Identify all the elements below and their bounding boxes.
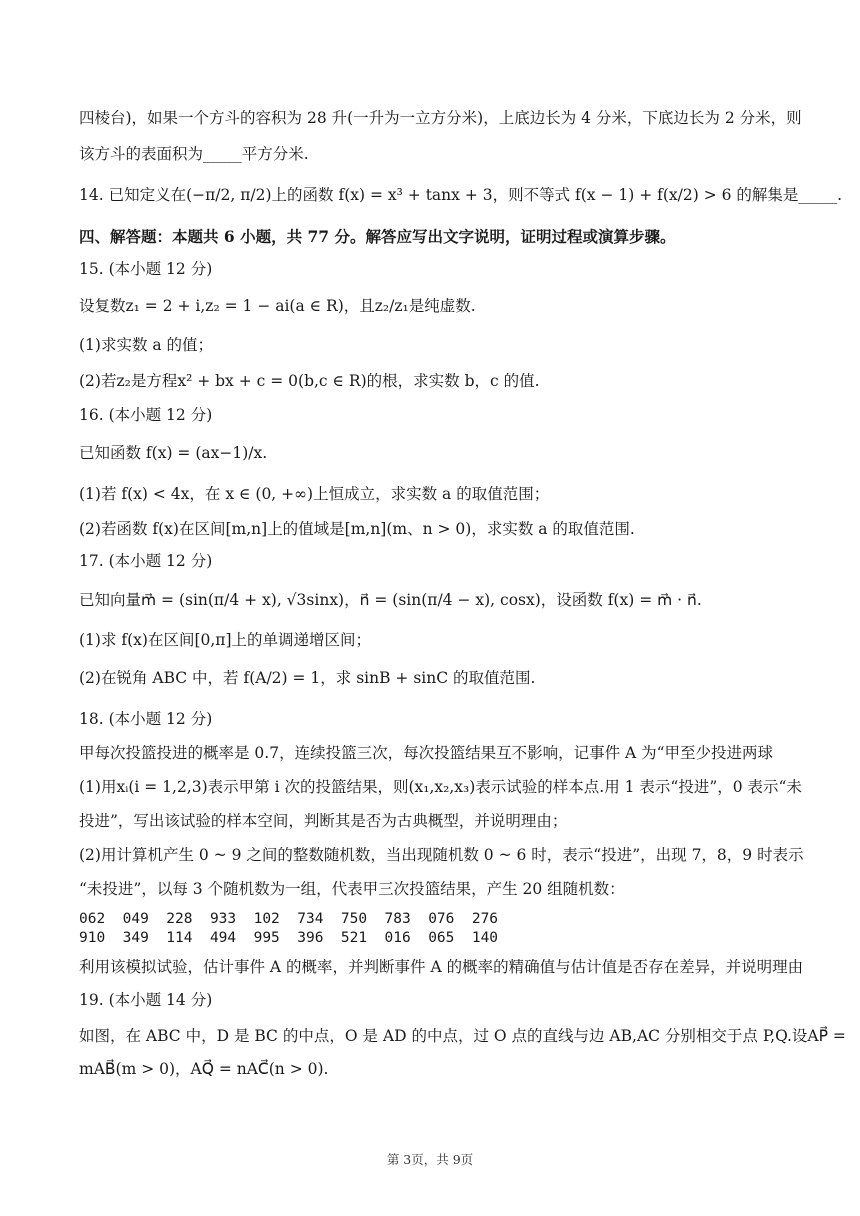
question-16-heading: 16. (本小题 12 分) [79, 406, 213, 424]
text-line: (1)若 f(x) < 4x，在 x ∈ (0, +∞)上恒成立，求实数 a 的取值范围； [79, 485, 550, 503]
text-line: 利用该模拟试验，估计事件 A 的概率，并判断事件 A 的概率的精确值与估计值是否存在差异，并说明理由 [79, 958, 804, 976]
text-line: 四棱台)，如果一个方斗的容积为 28 升(一升为一立方分米)，上底边长为 4 分米，下底边长为 2 分米，则 [79, 109, 802, 127]
text-line: (1)用xᵢ(i = 1,2,3)表示甲第 i 次的投篮结果，则(x₁,x₂,x₃)表示试验的样本点.用 1 表示“投进”，0 表示“未 [79, 778, 802, 796]
question-15-heading: 15. (本小题 12 分) [79, 260, 213, 278]
text-line: 如图，在 ABC 中，D 是 BC 的中点，O 是 AD 的中点，过 O 点的直线与边 AB,AC 分别相交于点 P,Q.设AP⃗ = [79, 1027, 846, 1045]
question-19-heading: 19. (本小题 14 分) [79, 991, 213, 1009]
text-line: 该方斗的表面积为_____平方分米. [79, 145, 309, 163]
text-line: 已知函数 f(x) = (ax−1)/x. [79, 444, 268, 462]
question-18-heading: 18. (本小题 12 分) [79, 710, 213, 728]
text-line: (2)若函数 f(x)在区间[m,n]上的值域是[m,n](m、n > 0)，求实数 a 的取值范围. [79, 520, 635, 538]
text-line: 投进”，写出该试验的样本空间，判断其是否为古典概型，并说明理由； [79, 812, 568, 830]
section-heading: 四、解答题：本题共 6 小题，共 77 分。解答应写出文字说明，证明过程或演算步骤。 [79, 227, 676, 246]
text-line: mAB⃗(m > 0)，AQ⃗ = nAC⃗(n > 0). [79, 1060, 329, 1078]
text-line: 已知向量m⃗ = (sin(π/4 + x), √3sinx)，n⃗ = (sin(π/4 − x), cosx)，设函数 f(x) = m⃗ · n⃗. [79, 591, 702, 609]
text-line: (1)求实数 a 的值； [79, 336, 214, 354]
question-17-heading: 17. (本小题 12 分) [79, 552, 213, 570]
random-numbers-row-2: 910 349 114 494 995 396 521 016 065 140 [79, 930, 499, 946]
text-line: (2)若z₂是方程x² + bx + c = 0(b,c ∈ R)的根，求实数 b，c 的值. [79, 372, 540, 390]
text-line: (2)用计算机产生 0 ~ 9 之间的整数随机数，当出现随机数 0 ~ 6 时，表示“投进”，出现 7，8，9 时表示 [79, 846, 804, 864]
random-numbers-row-1: 062 049 228 933 102 734 750 783 076 276 [79, 911, 499, 927]
text-line: 甲每次投篮投进的概率是 0.7，连续投篮三次，每次投篮结果互不影响，记事件 A 为“甲至少投进两球 [79, 744, 774, 762]
text-line: “未投进”，以每 3 个随机数为一组，代表甲三次投篮结果，产生 20 组随机数： [79, 880, 625, 898]
text-line: (2)在锐角 ABC 中，若 f(A/2) = 1，求 sinB + sinC 的取值范围. [79, 669, 536, 687]
text-line: (1)求 f(x)在区间[0,π]上的单调递增区间； [79, 631, 372, 649]
text-line: 设复数z₁ = 2 + i,z₂ = 1 − ai(a ∈ R)，且z₂/z₁是纯虚数. [79, 297, 476, 315]
question-14: 14. 已知定义在(−π/2, π/2)上的函数 f(x) = x³ + tanx + 3，则不等式 f(x − 1) + f(x/2) > 6 的解集是_____. [79, 186, 843, 204]
page-number: 第 3页，共 9页 [386, 1152, 474, 1167]
